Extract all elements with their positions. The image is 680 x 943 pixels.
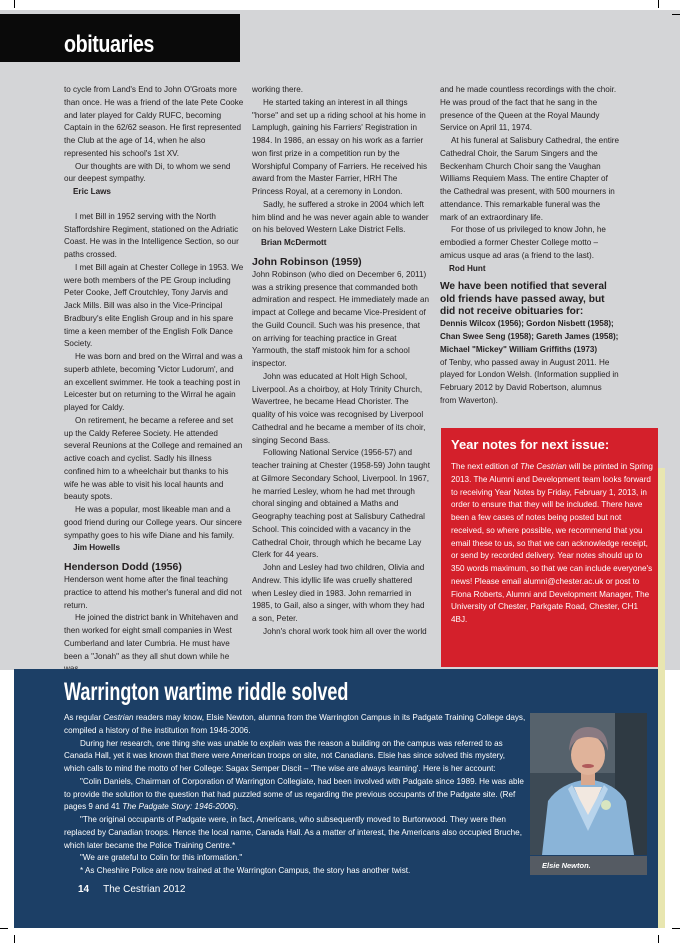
- paragraph: John and Lesley had two children, Olivia and Andrew. This idyllic life was cruelly shattered when Lesley died in 1983. John remarried in 1985, to Gail, also a singer, with whom they had a son, Peter.: [252, 563, 425, 623]
- author-signature: Rod Hunt: [449, 263, 486, 273]
- paragraph: "The original occupants of Padgate were, in fact, Americans, who subsequently moved to Burtonwood. They were then replaced by Canadian troops. Hence the local name, Canada Hall. As a matter of interest, the Americans also occupied Bruche, which later became the Police Training Centre.*: [64, 815, 522, 850]
- feature-story-text: [64, 712, 526, 878]
- paragraph: On retirement, he became a referee and set up the Caldy Referee Society. He attended several Reunions at the College and remained an active coach and cyclist. Sadly his illness confined him to a wheelchair but thanks to his wife he was able to visit his local haunts and beauty spots.: [64, 415, 243, 502]
- paragraph: of Tenby, who passed away in August 2011. He played for London Welsh. (Information supplied in February 2012 by David Robertson, alumnus from Waverton).: [440, 357, 619, 405]
- paragraph: and he made countless recordings with the choir. He was proud of the fact that he sang in the presence of the Queen at the Royal Maundy Service on April 11, 1974.: [440, 85, 617, 133]
- section-header: [0, 14, 240, 62]
- paragraph: I met Bill again at Chester College in 1953. We were both members of the PE Group including Peter Cooke, Jeff Croutchley, Tony Jarvis and Jack Mills. Bill was also in the Vice-Principal Bradbury's elite English Group and in his spare time a keen member of the English Folk Dance Society.: [64, 262, 244, 349]
- obituary-column-1: [64, 84, 244, 676]
- page-number: 14: [78, 884, 90, 895]
- crop-mark: [672, 928, 680, 929]
- photo-caption: Elsie Newton.: [530, 856, 647, 875]
- crop-mark: [0, 928, 8, 929]
- section-title: obituaries: [64, 31, 154, 58]
- feature-story-panel: [14, 669, 658, 928]
- crop-mark: [658, 0, 659, 8]
- paragraph: Following National Service (1956-57) and teacher training at Chester (1958-59) John taught at Gilmore Secondary School, Liverpool. In 1967, he married Lesley, whom he had met through choral singing and obtained a Maths and Geography teaching post at Salisbury Cathedral School. This coincided with a vacancy in the Cathedral Choir, through which he became Lay Clerk for 44 years.: [252, 448, 430, 560]
- feature-title: Warrington wartime riddle solved: [64, 678, 349, 706]
- decorative-strip: [658, 468, 665, 928]
- paragraph: working there.: [252, 85, 304, 94]
- publication-name: The Cestrian 2012: [103, 884, 186, 895]
- paragraph: "We are grateful to Colin for this information.": [80, 853, 243, 863]
- crop-mark: [14, 0, 15, 8]
- paragraph: to cycle from Land's End to John O'Groats more than once. He was a friend of the late Pete Cooke and later played for Caldy RUFC, becoming Captain in the 62/62 season. He first represented the Club at the age of 14, when he also represented his school's 1st XV.: [64, 85, 244, 158]
- obituary-column-3: [440, 84, 620, 408]
- author-signature: Jim Howells: [73, 543, 120, 553]
- obituary-heading: Henderson Dodd (1956): [64, 561, 182, 573]
- deceased-names: Dennis Wilcox (1956); Gordon Nisbett (1958); Chan Swee Seng (1958); Gareth James (1958); Michael "Mickey" William Griffiths (1973): [440, 319, 619, 354]
- paragraph: He was a popular, most likeable man and a good friend during our College years. Our sincere sympathy goes to his wife Diane and his family.: [64, 505, 242, 540]
- author-signature: Eric Laws: [73, 187, 111, 196]
- page-footer: [78, 884, 185, 896]
- paragraph: Sadly, he suffered a stroke in 2004 which left him blind and he was never again able to wander on his beloved Western Lake District Fells.: [252, 199, 429, 235]
- year-notes-box: [441, 428, 658, 667]
- paragraph: During her research, one thing she was unable to explain was the reason a building on the campus was referred to as Canada Hall, yet it was known that there were American troops on site, not Canadians. Elsie has since solved this mystery, which calls to mind the motto of her College: Sagax Semper Discit – 'The wise are always learning'. Here is her account:: [64, 738, 506, 773]
- paragraph: He started taking an interest in all things "horse" and set up a riding school at his home in Lamplugh, gaining his Farriers' Registration in 1984. In 1986, an essay on his work as a farrier won first prize in a competition run by the Worshipful Company of Farriers. He received his award from the Master Farrier, HRH The Princess Royal, at a ceremony in London.: [252, 97, 428, 196]
- paragraph: John Robinson (who died on December 6, 2011) was a striking presence that commanded both admiration and respect. He immediately made an impact at College and became Vice-President of the Guild Council. Such was his presence, that on arriving for teaching practice in Great Yarmouth, the staff mistook him for a school inspector.: [252, 269, 430, 368]
- paragraph: I met Bill in 1952 serving with the North Staffordshire Regiment, stationed on the Adriatic Coast. He was in the Intelligence Section, so our paths crossed.: [64, 211, 239, 259]
- crop-mark: [672, 14, 680, 15]
- paragraph: John's choral work took him all over the world: [263, 626, 427, 636]
- paragraph: John was educated at Holt High School, Liverpool. As a choirboy, at Holy Trinity Church, Wavertree, he became Head Chorister. The quality of his voice was recognised by Liverpool Cathedral and he became a member of its choir, singing Second Bass.: [252, 371, 426, 445]
- obituary-heading: John Robinson (1959): [252, 255, 362, 268]
- elsie-newton-photo: [530, 713, 647, 855]
- paragraph: "Colin Daniels, Chairman of Corporation of Warrington Collegiate, had been involved with Padgate since 1989. He was able to provide the solution to the question that had puzzled some of us regarding the previous occupants of the Padgate site. (Ref pages 9 and 41 The Padgate Story: 1946-2006).: [64, 776, 524, 812]
- crop-mark: [658, 935, 659, 943]
- paragraph: For those of us privileged to know John, he embodied a former Chester College motto – amicus usque ad aras (a friend to the last).: [440, 225, 606, 260]
- paragraph: Henderson went home after the final teaching practice to attend his mother's funeral and did not return.: [64, 575, 242, 610]
- paragraph: Our thoughts are with Di, to whom we send our deepest sympathy.: [64, 161, 231, 184]
- paragraph: He joined the district bank in Whitehaven and then worked for eight small companies in West Cumberland and later Cumbria. He must have been a "Jonah" as they all shut down while he: [64, 613, 239, 661]
- year-notes-title: Year notes for next issue:: [451, 437, 610, 452]
- crop-mark: [14, 935, 15, 943]
- footnote: * As Cheshire Police are now trained at the Warrington Campus, the story has another twist.: [80, 866, 411, 875]
- paragraph: As regular Cestrian readers may know, Elsie Newton, alumna from the Warrington Campus in its Padgate Training College days, compiled a history of the institution from 1946-2006.: [64, 713, 526, 735]
- paragraph: At his funeral at Salisbury Cathedral, the entire Cathedral Choir, the Sarum Singers and the Beckenham Church Choir sang the Vaughan Williams Requiem Mass. The entire Chapter of the Cathedral was present, with 500 mourners in attendance. This remarkable funeral was the mark of an extraordinary life.: [440, 136, 620, 222]
- portrait-illustration: [530, 713, 647, 855]
- year-notes-body: The next edition of The Cestrian will be printed in Spring 2013. The Alumni and Development team looks forward to receiving Year Notes by Friday, February 1, 2013, in order to ensure that they will be included. There have been a few cases of notes being posted but not received, so where possible, we recommend that you email these to us, so that we can acknowledge receipt, or send by recorded delivery. Year notes should up to 350 words maximum, so that we can include everyone's news! Please email alumni@chester.ac.uk or post to Fiona Roberts, Alumni and Development Manager, The University of Chester, Parkgate Road, Chester, CH1 4BJ.: [451, 462, 653, 624]
- paragraph: He was born and bred on the Wirral and was a superb athlete, becoming 'Victor Ludorum', and an excellent swimmer. He took a teaching post in Leicester but on returning to the Wirral he again played for Caldy.: [64, 352, 243, 412]
- author-signature: Brian McDermott: [261, 238, 327, 247]
- notification-heading: We have been notified that several old friends have passed away, but did not receive obituaries for:: [440, 281, 607, 318]
- obituary-column-2: [252, 84, 430, 639]
